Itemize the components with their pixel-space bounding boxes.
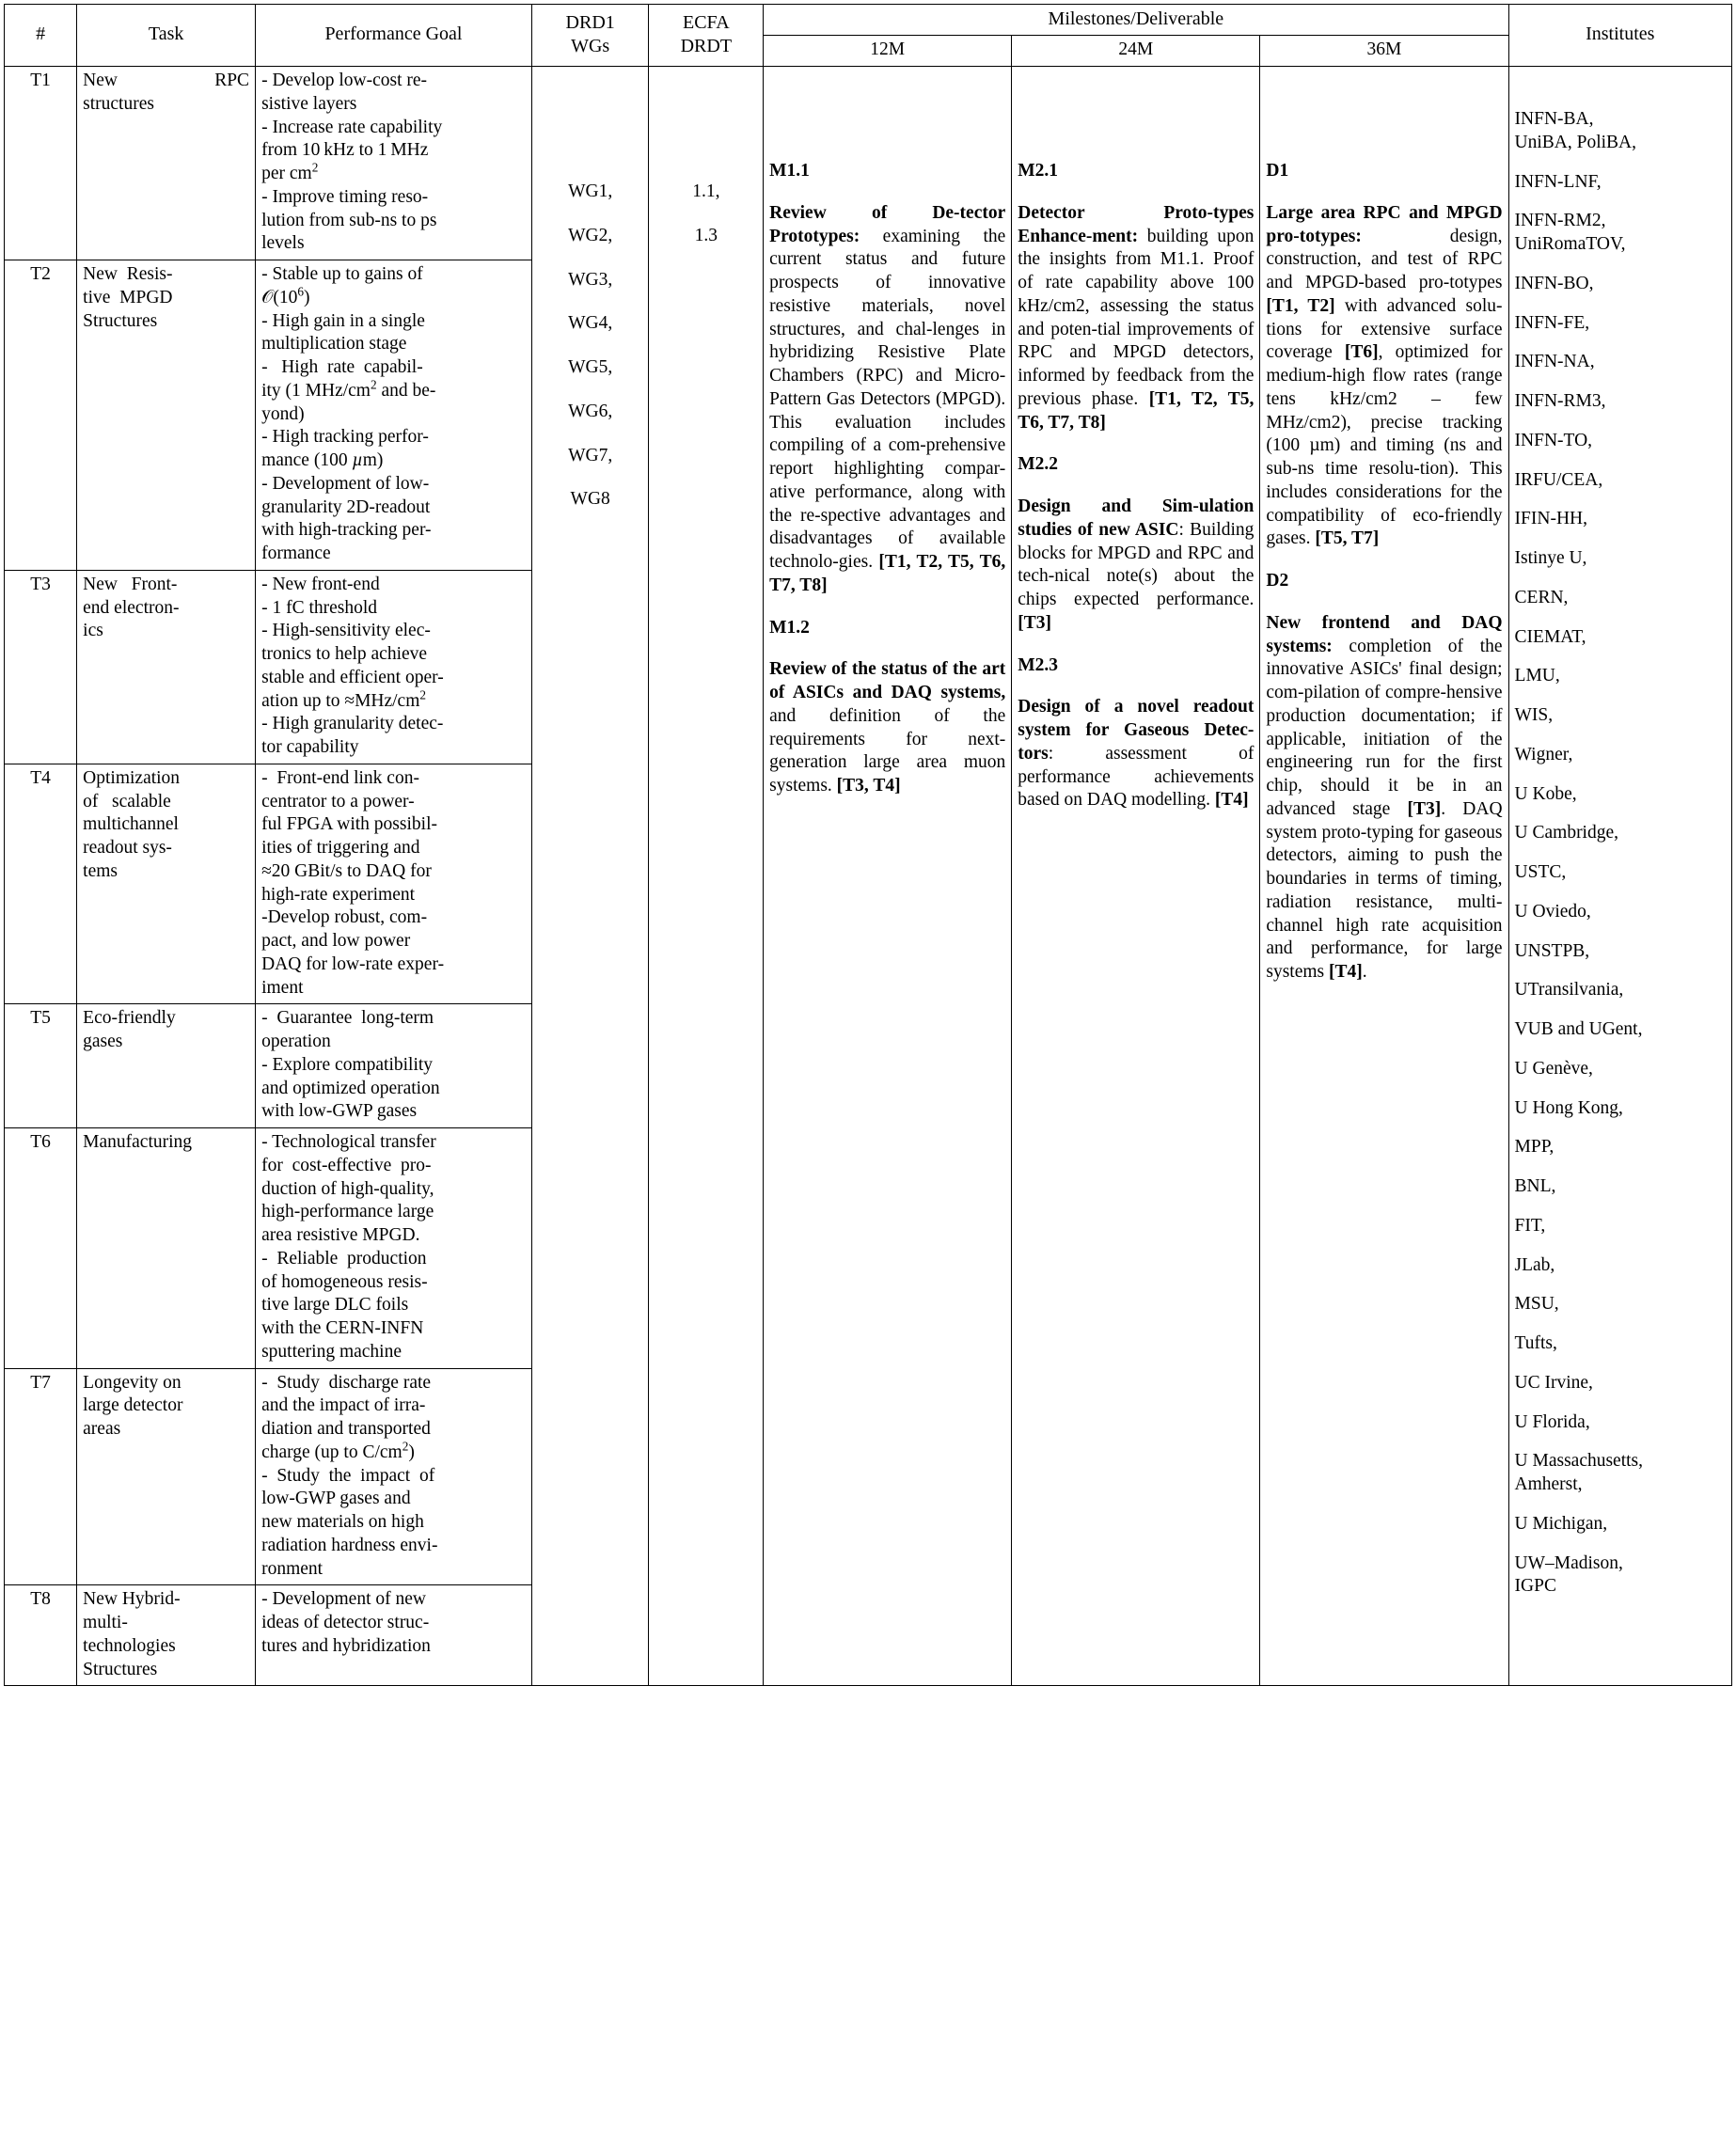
header-36m: 36M (1260, 36, 1508, 67)
milestone-refs: [T1, T2, T5, T6, T7, T8] (1018, 388, 1255, 433)
deliverable-title: New frontend and DAQ systems: (1266, 612, 1503, 656)
institute-item: Amherst, (1514, 1474, 1583, 1495)
institute-item: UniBA, PoliBA, (1514, 132, 1637, 152)
institute-item: U Genève, (1514, 1058, 1593, 1079)
task-name: New Front- end electron- ics (77, 570, 256, 764)
milestones-24m-cell (1012, 67, 1260, 1686)
header-drd1-line2: WGs (571, 36, 610, 57)
deliverable-id: D1 (1266, 161, 1289, 181)
institute-item: MSU, (1514, 1294, 1559, 1315)
institute-item: UniRomaTOV, (1514, 234, 1626, 255)
deliverable-ref: [T5, T7] (1315, 528, 1380, 549)
task-number: T3 (5, 570, 77, 764)
header-ecfa-line2: DRDT (680, 36, 733, 57)
task-name: Manufacturing (77, 1128, 256, 1369)
institute-item: UTransilvania, (1514, 980, 1624, 1001)
milestones-12m-cell (764, 67, 1012, 1686)
milestone-refs: [T3, T4] (836, 776, 901, 796)
task-number: T2 (5, 260, 77, 571)
institute-item: VUB and UGent, (1514, 1019, 1643, 1040)
deliverable-body-mid: . DAQ system proto-typing for gaseous detectors, aiming to push the boundaries in terms of timing, radiation resistance, multi-channel high rate acquisition and performance, for large systems (1266, 798, 1503, 983)
deliverable-ref: [T3] (1407, 798, 1442, 819)
milestone-body: building upon the insights from M1.1. Proof of rate capability above 100 kHz/cm2, assessing the status and poten-tial improvements of RPC and MPGD detectors, informed by feedback from the previous phase. (1018, 226, 1255, 409)
institute-item: FIT, (1514, 1215, 1546, 1236)
institute-item: BNL, (1514, 1176, 1556, 1197)
institute-item: MPP, (1514, 1137, 1555, 1158)
performance-goal: - Front-end link con- centrator to a power- ful FPGA with possibil- ities of triggering and ≈20 GBit/s to DAQ for high-rate experiment -Develop robust, com- pact, and low power DAQ for low-rate exper- iment (256, 764, 532, 1004)
milestone-refs: [T1, T2, T5, T6, T7, T8] (769, 552, 1006, 595)
milestone-body: examining the current status and future prospects of innovative resistive materials, novel structures, and chal-lenges in hybridizing Resistive Plate Chambers (RPC) and Micro-Pattern Gas Detectors (MPGD). This evaluation includes compiling of a com-prehensive report highlighting compar-ative performance, along with the re-spective advantages and disadvantages of available technolo-gies. (769, 226, 1006, 573)
drd1-wgs-cell (531, 67, 649, 1686)
milestone-body: : assessment of performance achievements based on DAQ modelling. (1018, 743, 1255, 811)
wg-item: WG7, (568, 445, 613, 465)
institute-item: U Kobe, (1514, 783, 1577, 804)
header-drd1-line1: DRD1 (565, 11, 615, 33)
institute-item: INFN-BA, (1514, 109, 1594, 130)
deliverable-body-end: . (1362, 962, 1367, 983)
milestone-id: M1.1 (769, 161, 810, 181)
institute-item: UNSTPB, (1514, 940, 1590, 961)
header-24m: 24M (1012, 36, 1260, 67)
header-drd1-wgs (531, 5, 649, 67)
milestone-title: Review of De-tector Prototypes: (769, 202, 1006, 246)
table-header-row-1 (5, 5, 1732, 36)
task-number: T6 (5, 1128, 77, 1369)
deliverable-ref: [T1, T2] (1266, 295, 1335, 316)
institute-item: CERN, (1514, 587, 1569, 607)
deliverable-title: Large area RPC and MPGD pro-totypes: (1266, 202, 1503, 246)
wg-item: WG2, (568, 225, 613, 245)
institute-item: INFN-RM3, (1514, 391, 1606, 412)
header-institutes: Institutes (1508, 5, 1731, 67)
header-ecfa-drdt (649, 5, 764, 67)
wg-item: WG4, (568, 313, 613, 334)
milestone-id: M1.2 (769, 617, 810, 638)
performance-goal: - Stable up to gains of $𝒪(10^6)$ - High gain in a single multiplication stage - High rate capabil- ity (1 MHz/$cm^2$ and be- yond) - High tracking perfor- mance (100 µm) - Development of low- granularity 2D-readout with high-tracking per- formance (256, 260, 532, 571)
institute-item: U Cambridge, (1514, 823, 1619, 843)
milestone-id: M2.2 (1018, 454, 1059, 475)
header-task: Task (77, 5, 256, 67)
institute-item: U Oviedo, (1514, 901, 1591, 922)
performance-goal: - Develop low-cost re- sistive layers - Increase rate capability from 10 kHz to 1 MHz per $cm^2$ - Improve timing reso- lution from sub-ns to ps levels (256, 67, 532, 260)
institutes-cell (1508, 67, 1731, 1686)
header-milestones-deliverable: Milestones/Deliverable (764, 5, 1508, 36)
milestone-refs: [T3] (1018, 612, 1052, 633)
wg-item: WG1, (568, 181, 613, 202)
milestone-title: Detector Proto-types Enhance-ment: (1018, 202, 1255, 246)
institute-item: JLab, (1514, 1254, 1555, 1275)
deliverable-ref: [T4] (1329, 962, 1363, 983)
milestone-title: Design of a novel readout system for Gaseous Detec-tors (1018, 697, 1255, 764)
institute-item: UC Irvine, (1514, 1372, 1593, 1393)
institute-item: IRFU/CEA, (1514, 469, 1603, 490)
header-ecfa-line1: ECFA (683, 11, 730, 33)
institute-item: INFN-BO, (1514, 273, 1594, 293)
ecfa-item: 1.3 (694, 225, 718, 245)
ecfa-drdt-cell (649, 67, 764, 1686)
performance-goal: - Development of new ideas of detector struc- tures and hybridization (256, 1585, 532, 1686)
institute-item: UW–Madison, (1514, 1552, 1623, 1573)
institute-item: INFN-FE, (1514, 312, 1590, 333)
wg-item: WG8 (570, 489, 610, 510)
performance-goal: - New front-end - 1 fC threshold - High-sensitivity elec- tronics to help achieve stable and efficient oper- ation up to $\approx MHz/cm^2$ - High granularity detec- tor capability (256, 570, 532, 764)
institute-item: IGPC (1514, 1576, 1556, 1597)
task-number: T8 (5, 1585, 77, 1686)
institute-item: Istinye U, (1514, 548, 1587, 569)
deliverable-body-pre: design, construction, and test of RPC and MPGD-based pro-totypes (1266, 226, 1503, 293)
performance-goal: - Guarantee long-term operation - Explore compatibility and optimized operation with low-GWP gases (256, 1004, 532, 1128)
institute-item: INFN-TO, (1514, 430, 1593, 450)
deliverable-body-pre: completion of the innovative ASICs' final design; com-pilation of compre-hensive production documentation; if applicable, initiation of the engineering run for the first chip, should it be in an advanced stage (1266, 636, 1503, 819)
milestone-title: Design and Sim-ulation studies of new ASIC (1018, 496, 1255, 540)
deliverable-body-mid2: , optimized for medium-high flow rates (range tens kHz/cm2 – few MHz/cm2), precise tracking (100 µm) and timing (ns and sub-ns time resolu-tion). This includes considerations for the compatibility of eco-friendly gases. (1266, 342, 1503, 549)
task-number: T1 (5, 67, 77, 260)
wg-item: WG3, (568, 269, 613, 290)
task-name: New Resis- tive MPGD Structures (77, 260, 256, 571)
performance-goal: - Technological transfer for cost-effective pro- duction of high-quality, high-performance large area resistive MPGD. - Reliable production of homogeneous resis- tive large DLC foils with the CERN-INFN sputtering machine (256, 1128, 532, 1369)
task-name: New RPC structures (77, 67, 256, 260)
milestone-body: and definition of the requirements for next-generation large area muon systems. (769, 705, 1006, 796)
task-name: New Hybrid- multi- technologies Structures (77, 1585, 256, 1686)
deliverable-body-mid: with advanced solu-tions for extensive surface coverage (1266, 295, 1503, 363)
institute-item: Wigner, (1514, 744, 1573, 764)
institute-item: IFIN-HH, (1514, 509, 1587, 529)
institute-item: WIS, (1514, 705, 1554, 726)
milestone-refs: [T4] (1214, 790, 1249, 811)
task-number: T7 (5, 1368, 77, 1585)
task-name: Longevity on large detector areas (77, 1368, 256, 1585)
performance-goal: - Study discharge rate and the impact of irra- diation and transported charge (up to $C/cm^2$) - Study the impact of low-GWP gases and new materials on high radiation hardness envi- ronment (256, 1368, 532, 1585)
drd1-work-plan-table (4, 4, 1732, 1686)
institute-item: USTC, (1514, 862, 1567, 883)
deliverable-id: D2 (1266, 571, 1289, 591)
wg-item: WG6, (568, 401, 613, 421)
milestone-title: Review of the status of the art of ASICs and DAQ systems, (769, 659, 1006, 703)
institute-item: Tufts, (1514, 1333, 1557, 1354)
milestone-id: M2.1 (1018, 161, 1059, 181)
task-name: Eco-friendly gases (77, 1004, 256, 1128)
milestone-body: : Building blocks for MPGD and RPC and tech-nical note(s) about the chips expected performance. (1018, 519, 1255, 610)
institute-item: INFN-NA, (1514, 352, 1595, 372)
task-number: T5 (5, 1004, 77, 1128)
wg-item: WG5, (568, 357, 613, 378)
institute-item: INFN-LNF, (1514, 171, 1602, 192)
task-number: T4 (5, 764, 77, 1004)
milestone-id: M2.3 (1018, 654, 1059, 675)
task-name: Optimization of scalable multichannel readout sys- tems (77, 764, 256, 1004)
deliverable-ref: [T6] (1344, 342, 1379, 363)
milestones-36m-cell (1260, 67, 1508, 1686)
institute-item: U Florida, (1514, 1411, 1590, 1432)
institute-item: U Hong Kong, (1514, 1097, 1623, 1118)
institute-item: U Massachusetts, (1514, 1451, 1644, 1472)
header-number: # (5, 5, 77, 67)
ecfa-item: 1.1, (692, 181, 720, 202)
table-row (5, 67, 1732, 260)
header-performance-goal: Performance Goal (256, 5, 532, 67)
header-12m: 12M (764, 36, 1012, 67)
institute-item: LMU, (1514, 666, 1560, 686)
institute-item: U Michigan, (1514, 1513, 1608, 1534)
institute-item: INFN-RM2, (1514, 211, 1606, 231)
institute-item: CIEMAT, (1514, 626, 1586, 647)
